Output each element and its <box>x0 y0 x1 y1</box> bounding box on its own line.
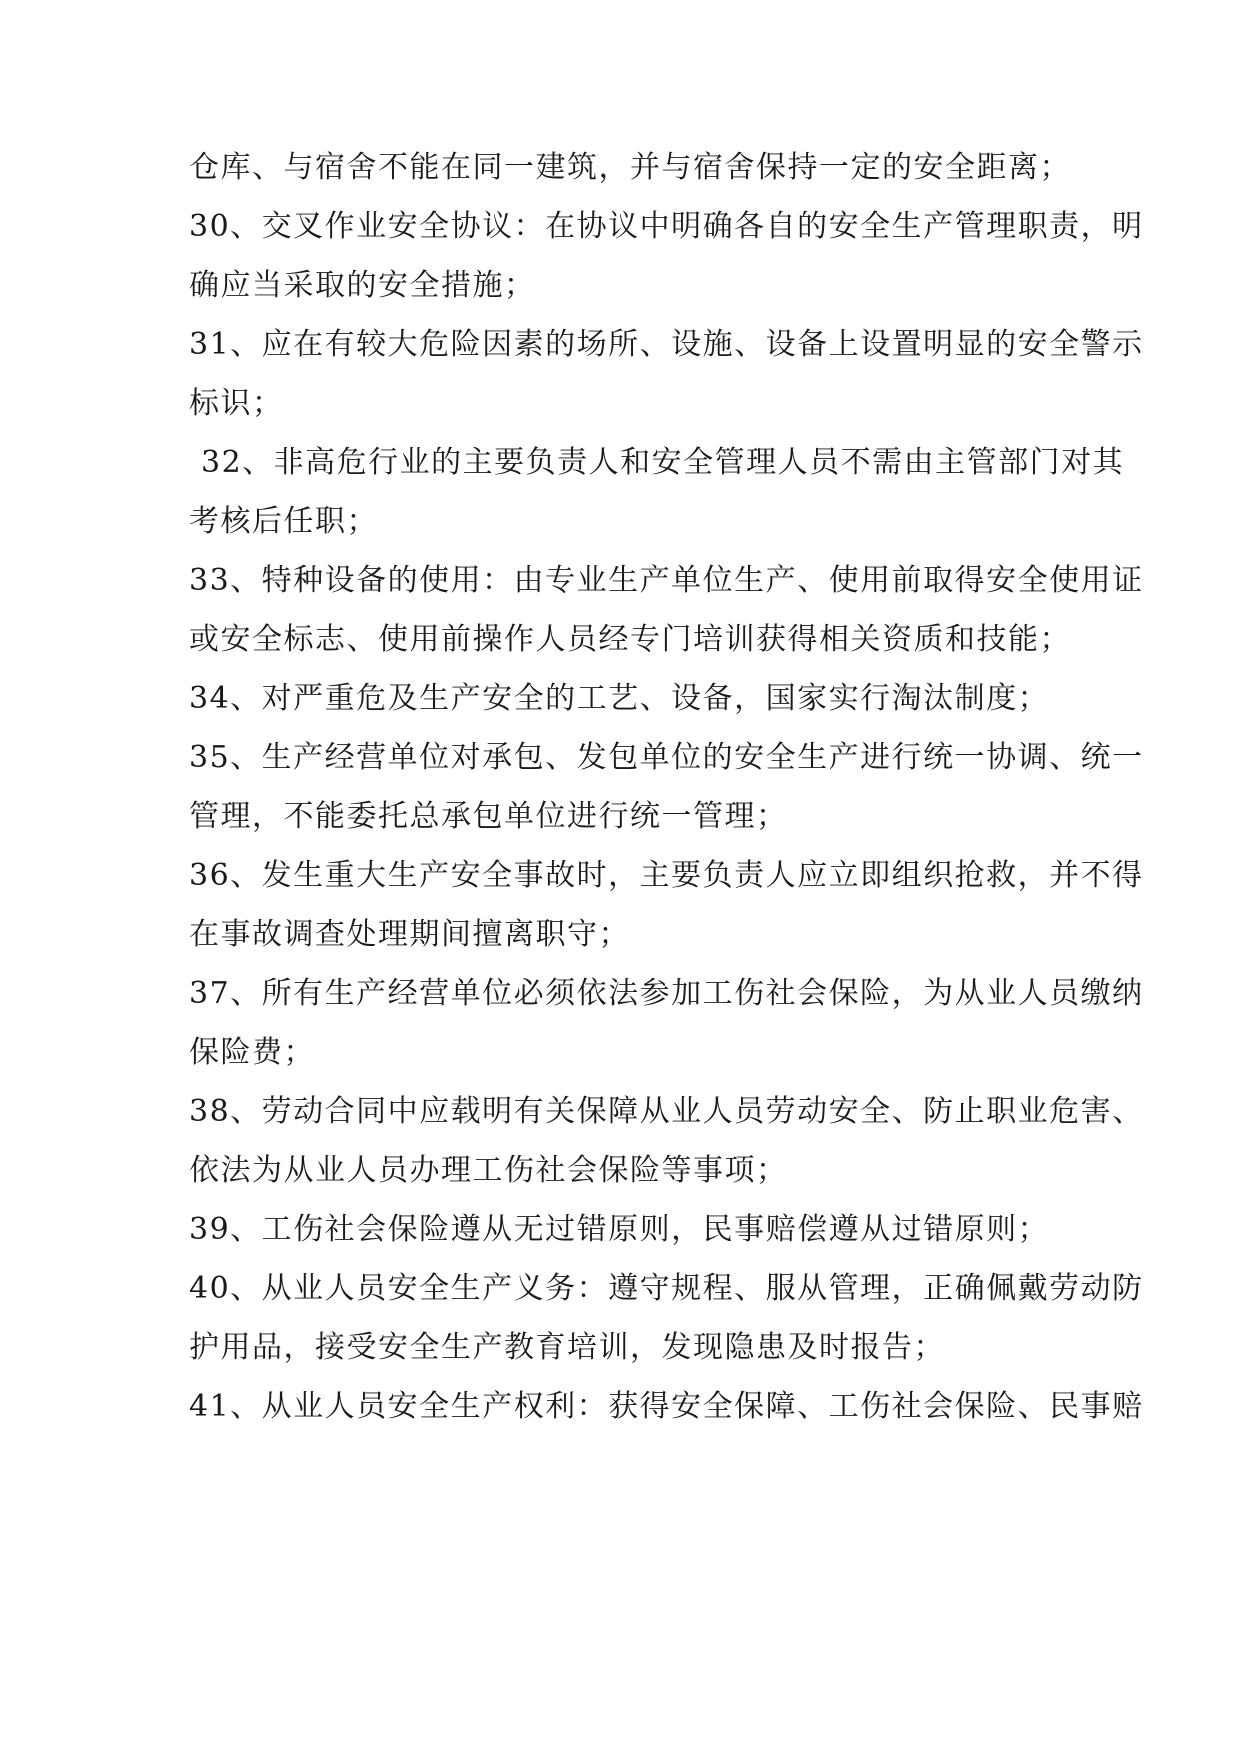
text-line: 确应当采取的安全措施； <box>189 268 536 303</box>
text-line: 34、对严重危及生产安全的工艺、设备，国家实行淘汰制度； <box>189 681 1050 716</box>
text-line: 或安全标志、使用前操作人员经专门培训获得相关资质和技能； <box>189 622 1071 657</box>
text-line: 35、生产经营单位对承包、发包单位的安全生产进行统一协调、统一 <box>189 740 1144 775</box>
text-line: 41、从业人员安全生产权利：获得安全保障、工伤社会保险、民事赔 <box>189 1389 1144 1424</box>
text-line: 管理，不能委托总承包单位进行统一管理； <box>189 799 788 834</box>
text-line: 标识； <box>189 386 284 421</box>
text-line: 32、非高危行业的主要负责人和安全管理人员不需由主管部门对其 <box>201 445 1125 480</box>
text-line: 40、从业人员安全生产义务：遵守规程、服从管理，正确佩戴劳动防 <box>189 1271 1144 1306</box>
text-line: 39、工伤社会保险遵从无过错原则，民事赔偿遵从过错原则； <box>189 1212 1050 1247</box>
text-line: 在事故调查处理期间擅离职守； <box>189 917 630 952</box>
text-line: 36、发生重大生产安全事故时，主要负责人应立即组织抢救，并不得 <box>189 858 1144 893</box>
text-line: 保险费； <box>189 1035 315 1070</box>
text-line: 仓库、与宿舍不能在同一建筑，并与宿舍保持一定的安全距离； <box>189 150 1071 185</box>
text-line: 护用品，接受安全生产教育培训，发现隐患及时报告； <box>189 1330 945 1365</box>
text-line: 31、应在有较大危险因素的场所、设施、设备上设置明显的安全警示 <box>189 327 1144 362</box>
text-line: 依法为从业人员办理工伤社会保险等事项； <box>189 1153 788 1188</box>
text-line: 考核后任职； <box>189 504 378 539</box>
text-line: 37、所有生产经营单位必须依法参加工伤社会保险，为从业人员缴纳 <box>189 976 1144 1011</box>
text-line: 30、交叉作业安全协议：在协议中明确各自的安全生产管理职责，明 <box>189 209 1144 244</box>
text-line: 38、劳动合同中应载明有关保障从业人员劳动安全、防止职业危害、 <box>189 1094 1144 1129</box>
text-line: 33、特种设备的使用：由专业生产单位生产、使用前取得安全使用证 <box>189 563 1144 598</box>
document-body <box>189 150 1144 1451</box>
